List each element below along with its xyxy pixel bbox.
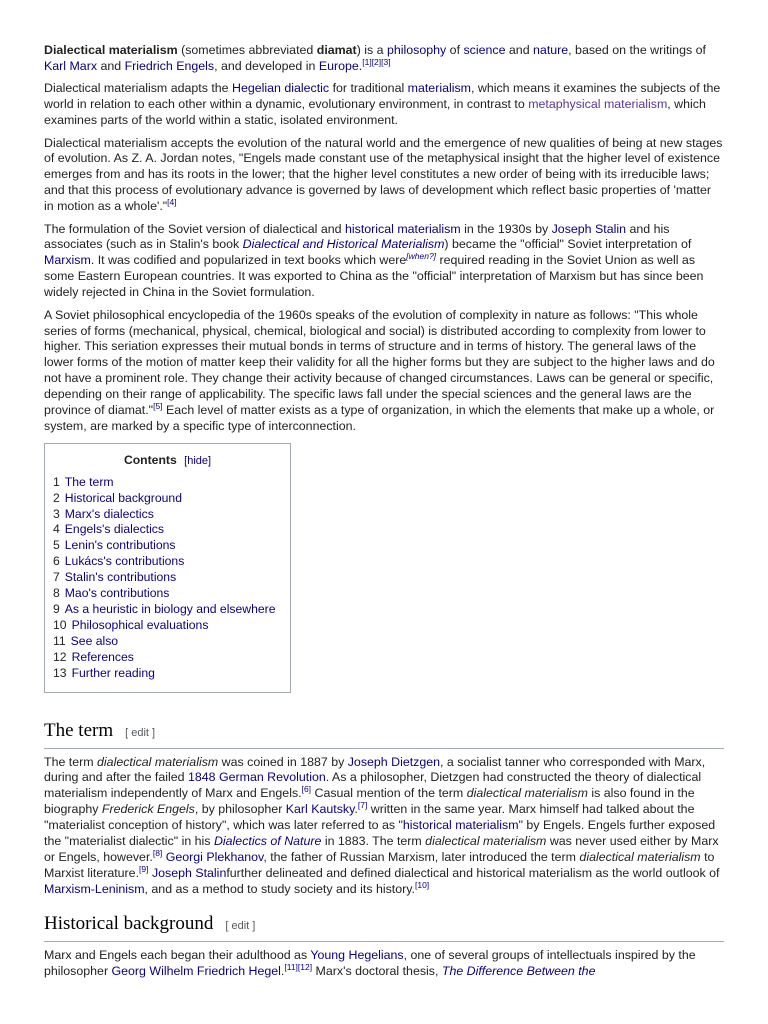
paragraph-2 [44, 81, 724, 129]
toc-item[interactable] [53, 666, 282, 682]
when-tag-link[interactable]: [when?] [406, 251, 437, 262]
text: , one of several groups of intellectuals inspired by the philosopher [44, 947, 696, 978]
link-karl-marx[interactable]: Karl Marx [44, 58, 98, 73]
link-dialectics-of-nature[interactable]: Dialectics of Nature [213, 834, 322, 849]
toc-item-number: 9 [53, 602, 60, 616]
link-doctoral-thesis[interactable]: The Difference Between the [441, 963, 596, 978]
text: Dialectical materialism adapts the [44, 81, 233, 96]
italic-term: dialectical materialism [579, 849, 701, 864]
text: The formulation of the Soviet version of dialectical and [44, 221, 345, 236]
link-1848-german-revolution[interactable]: 1848 German Revolution [187, 770, 326, 785]
text: " by Engels. Engels further exposed the "materialist dialectic" in his [44, 818, 716, 849]
toc-item-link[interactable]: Lukács's contributions [64, 554, 185, 569]
citation-link[interactable]: [5] [153, 400, 163, 411]
citation-link[interactable]: [11][12] [284, 961, 313, 972]
citation-link[interactable]: [4] [167, 197, 177, 208]
toc-item[interactable] [53, 491, 282, 507]
toc-item[interactable] [53, 507, 282, 523]
citation-link[interactable]: [10] [414, 879, 430, 890]
link-hegelian-dialectic[interactable]: Hegelian dialectic [232, 81, 330, 96]
link-metaphysical-materialism[interactable]: metaphysical materialism [528, 97, 668, 112]
paragraph-intro [44, 43, 724, 75]
text: , by philosopher [194, 802, 286, 817]
citation-link[interactable]: [8] [152, 847, 163, 858]
text: ) became the "official" Soviet interpretation of [444, 237, 692, 252]
link-young-hegelians[interactable]: Young Hegelians [310, 947, 404, 962]
toc-item[interactable] [53, 554, 282, 570]
text: , which means it examines the subjects of the world in relation to each other within a dynamic, evolutionary environment, in contrast to [44, 81, 721, 112]
paragraph-5 [44, 308, 724, 435]
toc-list [53, 475, 282, 682]
link-joseph-stalin[interactable]: Joseph Stalin [551, 221, 627, 236]
section-title: The term [44, 719, 114, 741]
italic-term: Frederick Engels [101, 802, 195, 817]
link-friedrich-engels[interactable]: Friedrich Engels [124, 58, 215, 73]
edit-section-link[interactable]: [ edit ] [225, 919, 256, 932]
toc-item-number: 2 [53, 490, 60, 505]
toc-item-link[interactable]: Historical background [64, 490, 182, 505]
link-science[interactable]: science [463, 43, 506, 57]
toc-item-link[interactable]: As a heuristic in biology and elsewhere [64, 602, 276, 616]
text: was coined in 1887 by [218, 754, 348, 769]
toc-item-link[interactable]: Marx's dialectics [64, 506, 154, 521]
italic-term: dialectical materialism [97, 754, 219, 769]
article-body [44, 43, 724, 986]
text: (sometimes abbreviated [177, 43, 317, 57]
toc-item[interactable] [53, 586, 282, 602]
toc-item-number: 6 [53, 554, 60, 569]
italic-term: dialectical materialism [425, 834, 547, 849]
text: A Soviet philosophical encyclopedia of the 1960s speaks of the evolution of complexity in nature as follows: "This whole series of forms (mechanical, physical, chemical, biological and social) is distributed according to complexity from lower to higher. This seriation expresses their mutual bonds in terms of structure and in terms of history. The general laws of the lower forms of the motion of matter keep their validity for all the higher forms but they are subject to the higher laws and do not have a prominent role. They change their activity because of changed circumstances. Laws can be general or specific, depending on their range of applicability. The specific laws fall under the special sciences and the general laws are the province of diamat." [44, 307, 715, 418]
toc-item-link[interactable]: Stalin's contributions [64, 570, 177, 585]
toc-item-link[interactable]: The term [64, 474, 114, 489]
text: . [280, 963, 285, 978]
toc-hide-toggle[interactable]: [hide] [184, 454, 212, 467]
text: and his associates (such as in Stalin's book [44, 221, 670, 252]
text: . [354, 802, 358, 817]
text: was never used either by Marx or Engels, however. [44, 834, 719, 864]
toc-item-number: 3 [53, 506, 60, 521]
text: in the 1930s by [460, 221, 552, 236]
toc-item-number: 13 [53, 665, 67, 680]
section-title: Historical background [44, 912, 214, 934]
toc-item-link[interactable]: Mao's contributions [64, 586, 170, 601]
text: , and developed in [214, 58, 319, 73]
citation-link[interactable]: [1][2][3] [362, 56, 391, 67]
text: Marx and Engels each began their adulthood as [44, 947, 311, 962]
italic-term: dialectical materialism [466, 786, 588, 801]
toc-item-number: 8 [53, 586, 60, 601]
text: Marx's doctoral thesis, [312, 963, 442, 978]
paragraph-6 [44, 755, 724, 898]
link-joseph-dietzgen[interactable]: Joseph Dietzgen [347, 754, 441, 769]
toc-item-link[interactable]: Engels's dialectics [64, 522, 164, 537]
citation-link[interactable]: [9] [139, 863, 149, 874]
link-nature[interactable]: nature [533, 43, 569, 57]
citation-link[interactable]: [6] [301, 784, 312, 795]
toc-item[interactable] [53, 538, 282, 554]
text: Dialectical materialism accepts the evolution of the natural world and the emergence of new qualities of being at new stages of evolution. As Z. A. Jordan notes, "Engels made constant use of the metaphysical insight that the higher level of existence emerges from and has its roots in the lower; that the higher level constitutes a new order of being with its irreducible laws; and that this process of evolutionary advance is governed by laws of development which reflect basic properties of 'matter in motion as a whole'." [44, 135, 723, 214]
edit-section-link[interactable]: [ edit ] [125, 726, 156, 739]
text: further delineated and defined dialectical and historical materialism as the world outlook of [226, 865, 720, 880]
toc-item[interactable] [53, 522, 282, 538]
toc-header [53, 453, 282, 470]
text: is also found in the biography [44, 786, 695, 817]
link-historical-materialism[interactable]: historical materialism [402, 818, 519, 833]
toc-item-link[interactable]: Lenin's contributions [64, 538, 176, 553]
link-historical-materialism[interactable]: historical materialism [344, 221, 461, 236]
text: , the father of Russian Marxism, later introduced the term [263, 849, 580, 864]
bold-term: Dialectical materialism [44, 43, 178, 57]
link-materialism[interactable]: materialism [407, 81, 471, 96]
text: , which examines parts of the world within a static, isolated environment. [44, 97, 706, 128]
text: , and as a method to study society and its history. [144, 881, 415, 896]
toc-item-number: 5 [53, 538, 60, 553]
bold-term: diamat [316, 43, 357, 57]
link-stalin-book[interactable]: Dialectical and Historical Materialism [242, 237, 445, 252]
link-europe[interactable]: Europe [318, 58, 359, 73]
link-philosophy[interactable]: philosophy [386, 43, 447, 57]
link-marxism-leninism[interactable]: Marxism-Leninism [44, 881, 145, 896]
toc-item[interactable] [53, 618, 282, 634]
text: and [97, 58, 125, 73]
text: The term [44, 754, 98, 769]
toc-item-number: 7 [53, 570, 60, 585]
section-heading-the-term [44, 719, 724, 749]
toc-item[interactable] [53, 570, 282, 586]
toc-item[interactable] [53, 602, 282, 618]
text: of [446, 43, 464, 57]
toc-item-link[interactable]: Further reading [71, 665, 155, 680]
toc-item[interactable] [53, 475, 282, 491]
text: , based on the writings of [568, 43, 706, 57]
text: . As a philosopher, Dietzgen had constructed the theory of dialectical materialism independently of Marx and Engels. [44, 770, 702, 801]
paragraph-3 [44, 136, 724, 216]
toc-item-link[interactable]: See also [70, 633, 119, 648]
text: Each level of matter exists as a type of organization, in which the elements that make up a whole, or system, are marked by a specific type of interconnection. [44, 403, 715, 433]
toc-item-number: 11 [53, 633, 66, 648]
toc-item-number: 4 [53, 522, 60, 537]
text: . It was codified and popularized in text books which were [90, 253, 407, 268]
toc-item-number: 12 [53, 649, 67, 664]
table-of-contents [44, 443, 291, 693]
text: written in the same year. Marx himself had talked about the "materialist conception of history", which was later referred to as " [44, 802, 695, 833]
toc-item-number: 1 [53, 474, 60, 489]
toc-item-link[interactable]: References [71, 649, 134, 664]
text: required reading in the Soviet Union as well as some Eastern European countries. It was exported to China as the "official" interpretation of Marxism but has since been widely rejected in China in the Soviet formulation. [44, 253, 704, 300]
text: . [358, 58, 363, 73]
text: in 1883. The term [321, 834, 426, 849]
paragraph-7 [44, 948, 724, 980]
citation-link[interactable]: [7] [357, 800, 368, 811]
link-marxism[interactable]: Marxism [44, 253, 91, 268]
link-georgi-plekhanov[interactable]: Georgi Plekhanov [165, 849, 264, 864]
toc-item[interactable] [53, 634, 282, 650]
toc-item-number: 10 [53, 617, 67, 632]
link-hegel[interactable]: Georg Wilhelm Friedrich Hegel [111, 963, 281, 978]
text: Casual mention of the term [311, 786, 467, 801]
text: ) is a [356, 43, 387, 57]
text: , a socialist tanner who corresponded with Marx, during and after the failed [44, 754, 706, 785]
toc-item[interactable] [53, 650, 282, 666]
text: to Marxist literature. [44, 849, 715, 880]
text: for traditional [329, 81, 408, 96]
toc-item-link[interactable]: Philosophical evaluations [71, 617, 209, 632]
section-heading-historical-background [44, 912, 724, 942]
link-joseph-stalin[interactable]: Joseph Stalin [151, 865, 227, 880]
paragraph-4 [44, 222, 724, 302]
toc-title: Contents [123, 452, 177, 467]
link-karl-kautsky[interactable]: Karl Kautsky [285, 802, 355, 817]
text: and [505, 43, 534, 57]
